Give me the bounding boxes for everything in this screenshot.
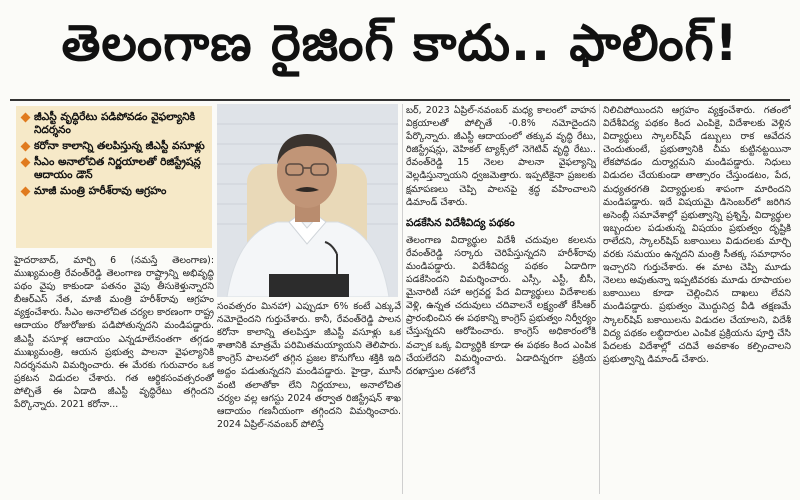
column-divider bbox=[402, 104, 403, 494]
body-text: హైదరాబాద్, మార్చి 6 (నమస్తే తెలంగాణ): ముఖ్యమంత్రి రేవంత్‌రెడ్డి తెలంగాణ రాష్ట్రాన్ని అభివృద్ధి పథం వైపు కాకుండా పతనం వైపు తీసుకెళ్తున్నారని బీఆర్‌ఎస్ నేత, మాజీ మంత్రి హరీశ్‌రావు ఆగ్రహం వ్యక్తంచేశారు. సీఎం అనాలోచిత చర్యల కారణంగా రాష్ట్ర ఆదాయం రోజురోజుకు పడిపోతున్నదని మండిపడ్డారు. జీఎస్టీ వసూళ్ల ఆదాయం ఎన్నడూలేనంతగా తగ్గడం ముఖ్యమంత్రి, ఆయన ప్రభుత్వ పాలనా వైఫల్యానికి నిదర్శనమని విమర్శించారు. ఈ మేరకు గురువారం ఒక ప్రకటన విడుదల చేశారు. గత ఆర్థికసంవత్సరంతో పోల్చితే ఈ ఏడాది జీఎస్టీ వృద్ధిరేటు తగ్గిందని పేర్కొన్నారు. 2021 కరోనా... bbox=[14, 255, 214, 411]
highlights-box bbox=[16, 106, 212, 248]
highlight-text: జీఎస్టీ వృద్ధిరేటు పడిపోవడం వైఫల్యానికి నిదర్శనం bbox=[34, 111, 196, 136]
headline-rule bbox=[10, 99, 790, 101]
article-column-1 bbox=[14, 254, 214, 494]
highlight-item bbox=[22, 185, 206, 198]
diamond-bullet-icon bbox=[21, 187, 31, 197]
article-column-2 bbox=[217, 300, 401, 494]
article-column-3 bbox=[406, 104, 596, 494]
highlight-item bbox=[22, 156, 206, 182]
body-text: బర్, 2023 ఏప్రిల్-నవంబర్ మధ్య కాలంలో వాహన విక్రయాలతో పోల్చితే -0.8% నమోదైందని పేర్కొన్నారు. జీఎస్టీ ఆదాయంలో తక్కువ వృద్ధి రేటు, రిజిస్ట్రేషన్లు, వెహికల్ ట్యాక్స్‌లో నెగెటివ్ వృద్ధి రేటు.. రేవంత్‌రెడ్డి 15 నెలల పాలనా వైఫల్యాన్ని వెల్లడిస్తున్నాయని ధ్వజమెత్తారు. ఇప్పటికైనా ప్రజలకు క్షమాపణలు చెప్పి పాలనపై శ్రద్ధ వహించాలని డిమాండ్ చేశారు. bbox=[406, 105, 596, 208]
diamond-bullet-icon bbox=[21, 142, 31, 152]
portrait-photo bbox=[217, 104, 398, 297]
diamond-bullet-icon bbox=[21, 113, 31, 123]
portrait-illustration bbox=[217, 104, 398, 297]
highlight-text: కరోనా కాలాన్ని తలపిస్తున్న జీఎస్టీ వసూళ్లు bbox=[34, 140, 205, 152]
body-text: సంవత్సరం మినహా) ఎప్పుడూ 6% కంటే ఎక్కువే నమోదైందని గుర్తుచేశారు. కానీ, రేవంత్‌రెడ్డి పాలన కరోనా కాలాన్ని తలపిస్తూ జీఎస్టీ వసూళ్లు ఒక శాతానికి మాత్రమే పరిమితమయ్యాయని తెలిపారు. కాంగ్రెస్ పాలనలో తగ్గిన ప్రజల కొనుగోలు శక్తికి ఇది అద్దం పడుతున్నదని మండిపడ్డారు. హైడ్రా, మూసీ వంటి తలాతోకా లేని నిర్ణయాలు, అనాలోచిత చర్యల వల్ల ఆగస్టు 2024 తర్వాత రిజిస్ట్రేషన్ శాఖ ఆదాయం గణనీయంగా తగ్గిందని విమర్శించారు. 2024 ఏప్రిల్-నవంబర్ పోలిస్తే bbox=[217, 301, 401, 430]
highlight-item bbox=[22, 140, 206, 153]
body-text: తెలంగాణ విద్యార్థుల విదేశీ చదువుల కలలను రేవంత్‌రెడ్డి సర్కారు చెరిపేస్తున్నదని హరీశ్‌రావు మండిపడ్డారు. విదేశీవిద్య పథకం ఏడాదిగా పడకేసిందని విమర్శించారు. ఎస్సీ, ఎస్టీ, బీసీ, మైనారిటీ సహా అగ్రవర్ణ పేద విద్యార్థులు విదేశాలకు వెళ్లి, ఉన్నత చదువులు చదివాలనే లక్ష్యంతో కేసీఆర్ ప్రారంభించిన ఈ పథకాన్ని కాంగ్రెస్ ప్రభుత్వం నిర్వీర్యం చేస్తున్నదని ఆరోపించారు. కాంగ్రెస్ అధికారంలోకి వచ్చాక ఒక్క విద్యార్థికి కూడా ఈ పథకం కింద ఎంపిక చేయలేదని విమర్శించారు. ఏడాదిన్నరగా ప్రక్రియ దరఖాస్తుల దశలోనే bbox=[406, 234, 596, 377]
highlight-text: సీఎం అనాలోచిత నిర్ణయాలతో రిజిస్ట్రేషన్ల ఆదాయం డౌన్ bbox=[34, 156, 201, 181]
article-column-4 bbox=[603, 104, 791, 494]
highlights-list bbox=[22, 111, 206, 198]
column-divider bbox=[599, 104, 600, 494]
diamond-bullet-icon bbox=[21, 158, 31, 168]
section-subheading: పడకేసిన విదేశీవిద్య పథకం bbox=[406, 216, 515, 229]
highlight-item bbox=[22, 111, 206, 137]
highlight-text: మాజీ మంత్రి హరీశ్‌రావు ఆగ్రహం bbox=[34, 185, 167, 197]
headline: తెలంగాణ రైజింగ్ కాదు.. ఫాలింగ్! bbox=[61, 13, 739, 72]
body-text: నిలిచిపోయిందని ఆగ్రహం వ్యక్తంచేశారు. గతంలో విదేశీవిద్య పథకం కింద ఎంపికై, విదేశాలకు వెళ్లిన విద్యార్థులు స్కాలర్‌షిప్ డబ్బులు రాక ఆవేదన చెందుతుంటే, ప్రభుత్వానికి చీమ కుట్టినట్టయినా లేకపోవడం దుర్మార్గమని మండిపడ్డారు. నిధులు విడుదల చేయకుండా తాత్సారం చేస్తుండటం, పేద, మధ్యతరగతి విద్యార్థులకు శాపంగా మారిందని మండిపడ్డారు. ఇదే విషయమై డిసెంబర్‌లో జరిగిన అసెంబ్లీ సమావేశాల్లో ప్రభుత్వాన్ని ప్రశ్నిస్తే, విద్యార్థుల ఇబ్బందుల పడుతున్న విషయం ప్రభుత్వం దృష్టికి రాలేదని, స్కాలర్‌షిప్ బకాయిలు విడుదలకు మార్చి వరకు సమయం ఉన్నదని మంత్రి సీతక్క సమాధానం ఇచ్చారని గుర్తుచేశారు. ఈ మాట చెప్పి మూడు నెలలు అవుతున్నా ఇప్పటివరకు మూడు రూపాయల బకాయిలు కూడా చెల్లించిన దాఖలు లేవని మండిపడ్డారు. ప్రభుత్వం మొద్దునిద్ర వీడి తక్షణమే స్కాలర్‌షిప్ బకాయిలను విడుదల చేయాలని, విదేశీ విద్య పథకం లబ్ధిదారుల ఎంపిక ప్రక్రియను పూర్తి చేసి పేదలకు విదేశాల్లో చదివే అవకాశం కల్పించాలని ప్రభుత్వాన్ని డిమాండ్ చేశారు. bbox=[603, 105, 791, 365]
